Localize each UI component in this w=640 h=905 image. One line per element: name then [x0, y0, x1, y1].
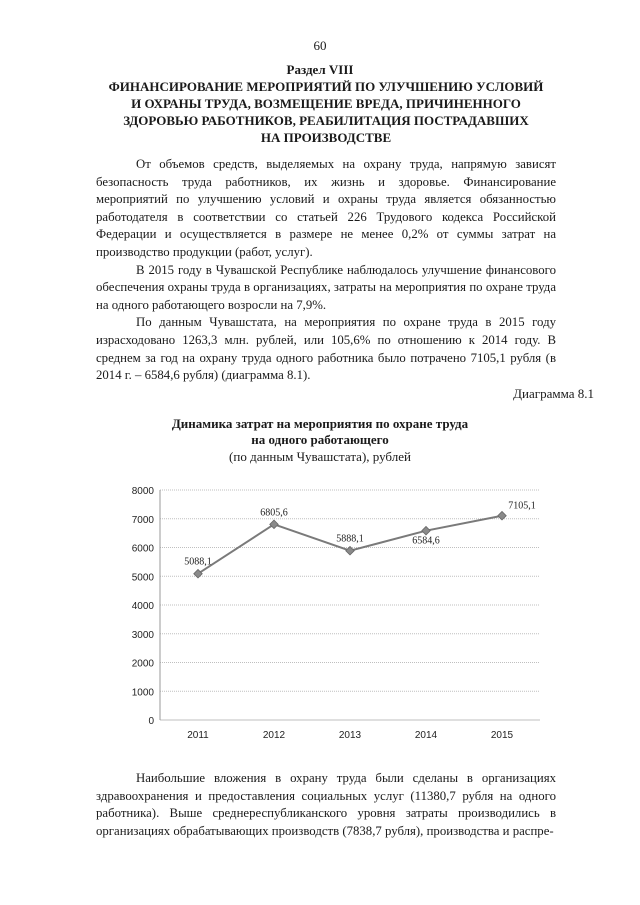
y-tick-label: 6000 — [131, 543, 154, 555]
data-label: 7105,1 — [508, 500, 536, 512]
series-line — [198, 516, 502, 574]
section-title-line: ФИНАНСИРОВАНИЕ МЕРОПРИЯТИЙ ПО УЛУЧШЕНИЮ УСЛОВИЙ — [108, 79, 544, 94]
y-tick-label: 3000 — [131, 629, 154, 641]
section-title — [96, 78, 556, 146]
chart-title — [150, 416, 490, 448]
y-tick-label: 8000 — [131, 486, 154, 497]
x-tick-label: 2011 — [187, 730, 209, 741]
section-label: Раздел VIII — [286, 62, 354, 77]
y-tick-label: 2000 — [131, 658, 154, 670]
y-tick-label: 4000 — [131, 601, 154, 612]
y-tick-label: 5000 — [131, 572, 154, 584]
data-label: 5888,1 — [336, 533, 364, 545]
x-tick-label: 2015 — [490, 730, 514, 741]
x-axis — [187, 730, 513, 741]
x-tick-label: 2012 — [262, 730, 286, 741]
page-number: 60 — [313, 38, 327, 53]
x-tick-label: 2013 — [338, 730, 362, 741]
data-label: 5088,1 — [184, 556, 212, 568]
paragraph: От объемов средств, выделяемых на охрану труда, напрямую зависят безопасность труда работников, их жизнь и здоровье. Финансирование мероприятий по улучшению условий и охраны труда является обязанностью работодателя в соответствии со статьей 226 Трудового кодекса Российской Федерации и осуществляется в размере не менее 0,2% от суммы затрат на производство продукции (работ, услуг). — [96, 157, 556, 259]
body-text-after-chart — [96, 770, 556, 840]
diagram-label: Диаграмма 8.1 — [513, 386, 594, 401]
chart-subtitle: (по данным Чувашстата), рублей — [229, 449, 411, 464]
data-label: 6805,6 — [260, 507, 288, 519]
data-label: 6584,6 — [412, 535, 440, 547]
chart-title-line: на одного работающего — [251, 432, 389, 447]
y-tick-label: 0 — [148, 716, 154, 727]
y-axis — [132, 486, 160, 727]
section-title-line: ЗДОРОВЬЮ РАБОТНИКОВ, РЕАБИЛИТАЦИЯ ПОСТРАДАВШИХ — [123, 113, 529, 128]
paragraph: Наибольшие вложения в охрану труда были сделаны в организациях здравоохранения и предоставления социальных услуг (11380,7 рубля на одного работника). Выше среднереспубликанского уровня затраты производились в организациях обрабатывающих производств (7838,7 рубля), производства и распре- — [96, 771, 556, 838]
paragraph: По данным Чувашстата, на мероприятия по охране труда в 2015 году израсходовано 1263,3 млн. рублей, или 105,6% по отношению к 2014 году. В среднем за год на охрану труда одного работника было потрачено 7105,1 рубля (в 2014 г. – 6584,6 рубля) (диаграмма 8.1). — [96, 315, 556, 383]
data-series — [184, 501, 536, 578]
x-tick-label: 2014 — [414, 730, 438, 741]
data-point — [422, 526, 430, 534]
section-title-line: НА ПРОИЗВОДСТВЕ — [260, 130, 392, 145]
chart-title-line: Динамика затрат на мероприятия по охране труда — [171, 416, 469, 431]
y-tick-label: 7000 — [131, 514, 154, 526]
section-title-line: И ОХРАНЫ ТРУДА, ВОЗМЕЩЕНИЕ ВРЕДА, ПРИЧИНЕННОГО — [131, 96, 521, 111]
body-text — [96, 156, 556, 385]
grid-lines — [160, 490, 540, 720]
line-chart — [110, 478, 550, 750]
y-tick-label: 1000 — [131, 687, 154, 699]
paragraph: В 2015 году в Чувашской Республике наблюдалось улучшение финансового обеспечения охраны труда в организациях, затраты на мероприятия по охране труда на одного работающего возросли на 7,9%. — [96, 262, 556, 312]
